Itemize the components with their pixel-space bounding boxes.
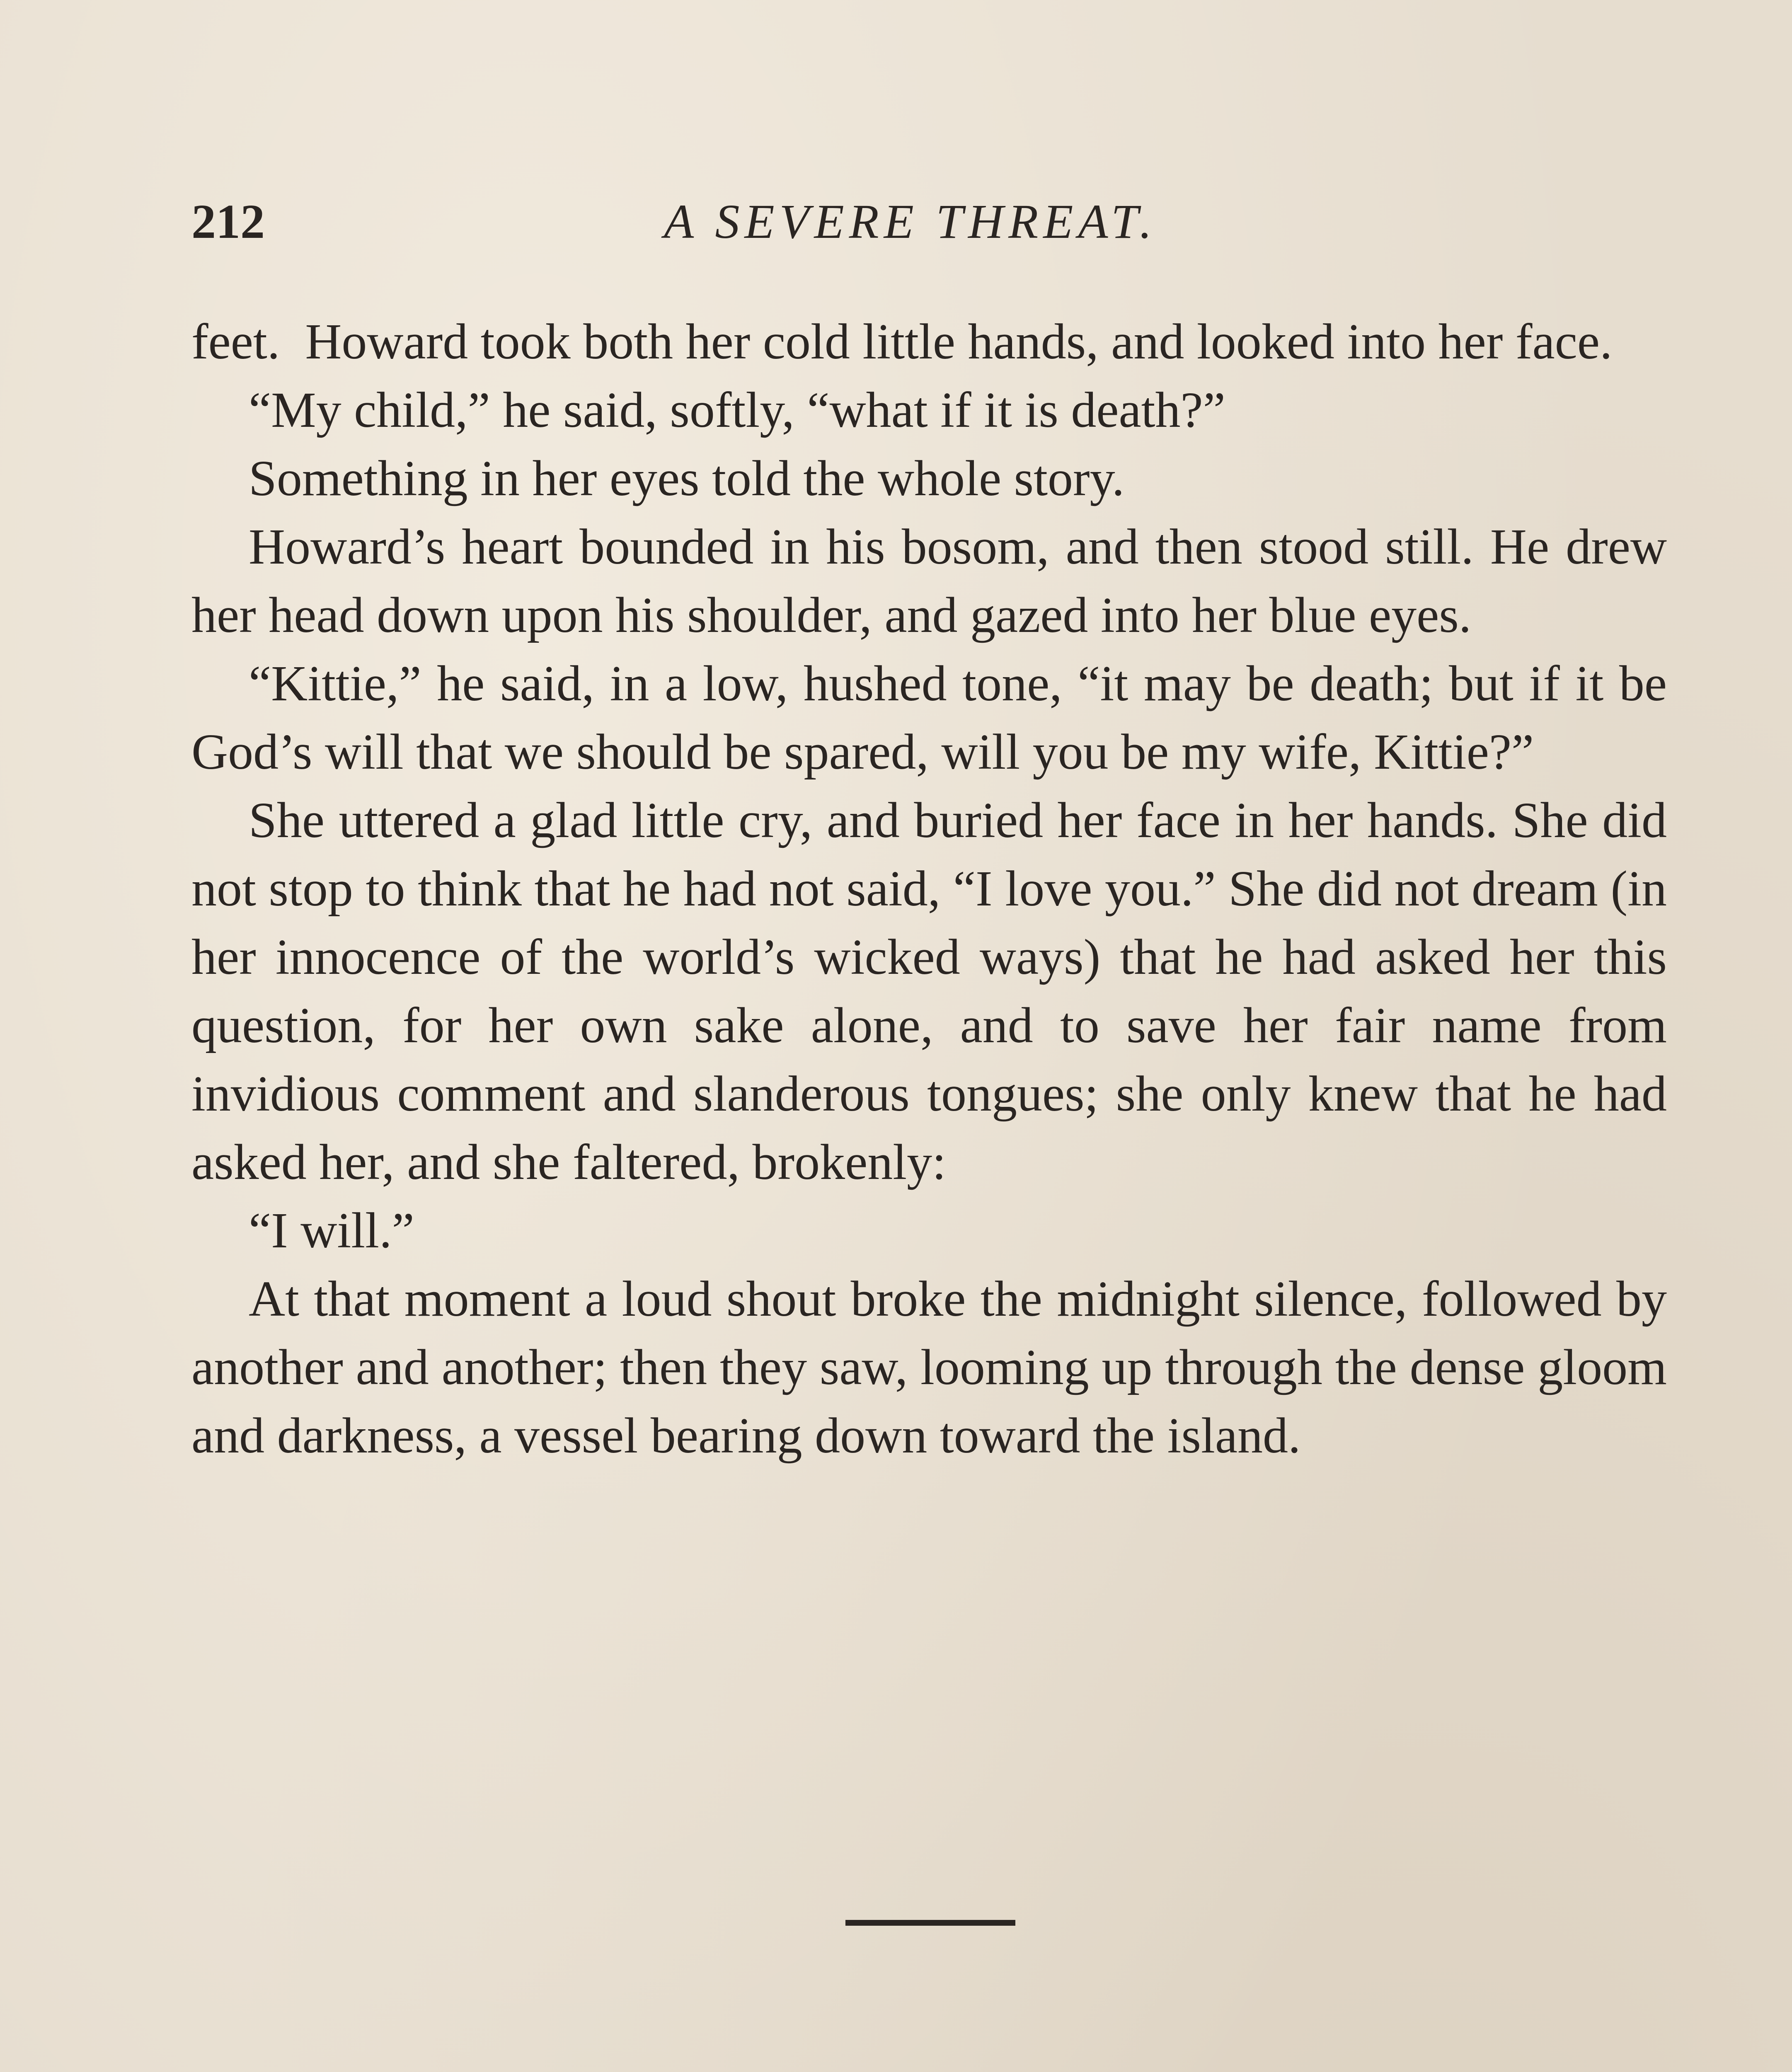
body-text-top (191, 307, 1667, 1470)
paragraph: “Kittie,” he said, in a low, hushed tone, “it may be death; but if it be God’s will that we should be spared, will you be my wife, Kittie?” (191, 656, 1667, 780)
paragraph: Howard’s heart bounded in his bosom, and then stood still. He drew her head down upon his shoulder, and gazed into her blue eyes. (191, 519, 1667, 643)
paragraph: At that moment a loud shout broke the midnight silence, followed by another and another; then they saw, looming up through the dense gloom and darkness, a vessel bearing down toward the island. (191, 1271, 1667, 1464)
paragraph: Something in her eyes told the whole story. (249, 450, 1125, 506)
paragraph: She uttered a glad little cry, and buried her face in her hands. She did not stop to think that he had not said, “I love you.” She did not dream (in her innocence of the world’s wicked ways) that he had asked her this question, for her own sake alone, and to save her fair name from invidious comment and slanderous tongues; she only knew that he had asked her, and she faltered, brokenly: (191, 792, 1667, 1190)
paragraph: “I will.” (249, 1203, 414, 1259)
section-divider (845, 1920, 1015, 1926)
paragraph: feet. Howard took both her cold little hands, and looked into her face. (191, 314, 1613, 370)
paragraph: “My child,” he said, softly, “what if it is death?” (249, 382, 1225, 438)
running-head (191, 189, 1663, 255)
page-number: 212 (191, 194, 265, 249)
running-title: A SEVERE THREAT. (664, 194, 1157, 249)
chapter-heading (0, 2068, 1792, 2072)
